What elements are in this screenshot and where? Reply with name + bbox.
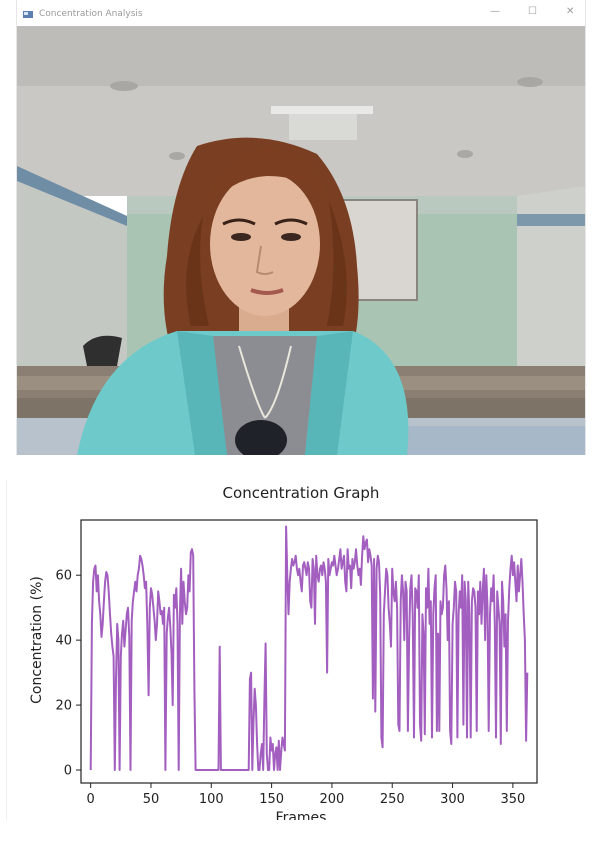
title-bar [17,0,585,26]
maximize-button[interactable]: ☐ [528,6,537,17]
x-tick-label: 250 [379,792,405,807]
concentration-chart-panel [6,480,595,820]
close-button[interactable]: ✕ [566,6,575,17]
x-tick-label: 50 [142,792,160,807]
camera-app-icon [23,10,33,18]
series-line-concentration [91,527,528,771]
x-tick-label: 350 [500,792,526,807]
webcam-frame [17,26,585,455]
ceiling-vent [289,114,357,140]
x-tick-label: 100 [198,792,224,807]
ceiling-light [110,81,138,91]
chart-title: Concentration Graph [222,484,380,502]
webcam-video-feed [17,26,585,455]
y-tick-label: 40 [55,633,72,649]
app-window [16,0,586,455]
x-tick-label: 150 [259,792,285,807]
window-title: Concentration Analysis [39,9,143,19]
ceiling-light [169,152,185,160]
x-tick-label: 300 [440,792,465,807]
x-tick-label: 0 [86,792,95,807]
concentration-chart [7,480,595,820]
y-tick-label: 20 [55,698,72,714]
ceiling-light [517,77,543,87]
y-tick-label: 60 [55,568,72,584]
x-axis-label: Frames [275,810,327,820]
minimize-button[interactable]: — [490,6,500,17]
ceiling-vent [271,106,373,114]
x-tick-label: 200 [319,792,345,807]
ceiling-light [457,150,473,158]
y-tick-label: 0 [63,763,72,779]
y-axis-label: Concentration (%) [29,576,45,704]
